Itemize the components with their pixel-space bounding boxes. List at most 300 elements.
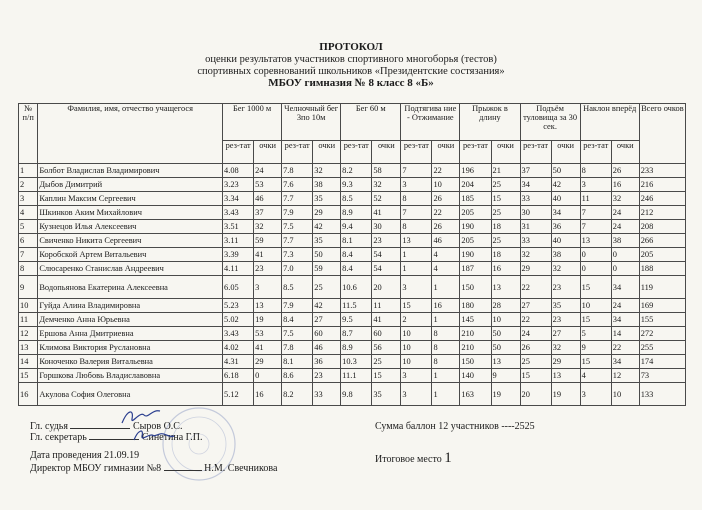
points-cell: 4: [432, 262, 460, 276]
row-number: 14: [19, 355, 38, 369]
student-name: Водопьянова Екатерина Алексеевна: [38, 276, 223, 299]
total-points-cell: 73: [639, 369, 685, 383]
result-cell: 3.51: [223, 220, 254, 234]
points-cell: 23: [551, 276, 580, 299]
col-event-header: Челночный бег 3по 10м: [282, 104, 341, 141]
total-points-cell: 119: [639, 276, 685, 299]
result-cell: 140: [460, 369, 491, 383]
points-cell: 19: [491, 383, 520, 406]
points-cell: 26: [432, 192, 460, 206]
points-cell: 25: [491, 178, 520, 192]
result-cell: 30: [520, 206, 551, 220]
total-points-cell: 188: [639, 262, 685, 276]
final-place-label: Итоговое место: [375, 454, 442, 465]
result-cell: 5.12: [223, 383, 254, 406]
points-cell: 20: [372, 276, 401, 299]
points-cell: 37: [254, 206, 282, 220]
secretary-name: Синетина Г.П.: [141, 432, 203, 443]
points-cell: 50: [551, 164, 580, 178]
table-row: [19, 206, 686, 220]
col-event-header: Бег 60 м: [341, 104, 401, 141]
points-cell: 42: [313, 299, 341, 313]
student-name: Шкинков Аким Михайлович: [38, 206, 223, 220]
result-cell: 10: [401, 355, 432, 369]
col-result-subheader: рез-тат: [401, 141, 432, 164]
points-cell: 32: [372, 178, 401, 192]
row-number: 5: [19, 220, 38, 234]
points-cell: 1: [432, 369, 460, 383]
competition-name: спортивных соревнований школьников «Президентские состязания»: [197, 66, 505, 77]
result-cell: 8.4: [341, 248, 372, 262]
row-number: 2: [19, 178, 38, 192]
result-cell: 190: [460, 220, 491, 234]
points-cell: 50: [491, 341, 520, 355]
points-cell: 0: [611, 248, 639, 262]
points-cell: 32: [551, 262, 580, 276]
points-cell: 53: [254, 327, 282, 341]
points-cell: 1: [432, 383, 460, 406]
points-cell: 4: [432, 248, 460, 262]
points-cell: 8: [432, 355, 460, 369]
director-line: [30, 463, 277, 474]
result-cell: 9.8: [341, 383, 372, 406]
result-cell: 15: [520, 369, 551, 383]
points-cell: 38: [551, 248, 580, 262]
points-cell: 10: [611, 383, 639, 406]
result-cell: 34: [520, 178, 551, 192]
result-cell: 22: [520, 313, 551, 327]
result-cell: 7.7: [282, 192, 313, 206]
table-row: [19, 220, 686, 234]
points-cell: 1: [432, 313, 460, 327]
result-cell: 27: [520, 299, 551, 313]
secretary-signature: [130, 424, 176, 446]
points-cell: 29: [254, 355, 282, 369]
points-cell: 34: [611, 276, 639, 299]
result-cell: 190: [460, 248, 491, 262]
table-row: [19, 327, 686, 341]
total-points-cell: 246: [639, 192, 685, 206]
points-cell: 32: [313, 164, 341, 178]
points-sum: Сумма баллон 12 участников ----2525: [375, 421, 535, 432]
result-cell: 7: [580, 220, 611, 234]
result-cell: 5: [580, 327, 611, 341]
points-cell: 56: [372, 341, 401, 355]
result-cell: 5.23: [223, 299, 254, 313]
points-cell: 50: [313, 248, 341, 262]
result-cell: 8: [401, 192, 432, 206]
result-cell: 33: [520, 234, 551, 248]
points-cell: 10: [432, 178, 460, 192]
row-number: 8: [19, 262, 38, 276]
points-cell: 8: [432, 341, 460, 355]
result-cell: 3.11: [223, 234, 254, 248]
result-cell: 7.6: [282, 178, 313, 192]
points-cell: 28: [491, 299, 520, 313]
result-cell: 15: [401, 299, 432, 313]
col-event-header: Подъём туловища за 30 сек.: [520, 104, 580, 141]
judge-name: Сыров О.С.: [132, 421, 183, 432]
points-cell: 40: [551, 192, 580, 206]
student-name: Климова Виктория Руслановна: [38, 341, 223, 355]
student-name: Гуйда Алина Владимировна: [38, 299, 223, 313]
table-row: [19, 178, 686, 192]
points-cell: 22: [432, 164, 460, 178]
student-name: Горшкова Любовь Владиславовна: [38, 369, 223, 383]
student-name: Болбот Владислав Владимирович: [38, 164, 223, 178]
result-cell: 3: [401, 383, 432, 406]
row-number: 12: [19, 327, 38, 341]
student-name: Каплин Максим Сергеевич: [38, 192, 223, 206]
table-row: [19, 164, 686, 178]
points-cell: 29: [313, 206, 341, 220]
result-cell: 9.3: [341, 178, 372, 192]
result-cell: 3.43: [223, 206, 254, 220]
result-cell: 25: [520, 355, 551, 369]
points-cell: 0: [254, 369, 282, 383]
row-number: 13: [19, 341, 38, 355]
points-cell: 32: [611, 192, 639, 206]
result-cell: 185: [460, 192, 491, 206]
col-event-header: Прыжок в длину: [460, 104, 520, 141]
total-points-cell: 133: [639, 383, 685, 406]
points-cell: 15: [372, 369, 401, 383]
points-cell: 52: [372, 192, 401, 206]
result-cell: 8.5: [282, 276, 313, 299]
student-name: Ершова Анна Дмитриевна: [38, 327, 223, 341]
result-cell: 9.4: [341, 220, 372, 234]
result-cell: 7.9: [282, 299, 313, 313]
result-cell: 187: [460, 262, 491, 276]
result-cell: 150: [460, 355, 491, 369]
result-cell: 0: [580, 248, 611, 262]
row-number: 9: [19, 276, 38, 299]
result-cell: 10: [401, 327, 432, 341]
result-cell: 3.43: [223, 327, 254, 341]
result-cell: 8.2: [341, 164, 372, 178]
points-cell: 15: [491, 192, 520, 206]
director-label: Директор МБОУ гимназии №8: [30, 463, 162, 474]
student-name: Коноченко Валерия Витальевна: [38, 355, 223, 369]
row-number: 1: [19, 164, 38, 178]
points-cell: 42: [551, 178, 580, 192]
row-number: 7: [19, 248, 38, 262]
points-cell: 53: [254, 178, 282, 192]
result-cell: 11: [580, 192, 611, 206]
points-cell: 41: [372, 313, 401, 327]
points-cell: 60: [313, 327, 341, 341]
protocol-subtitle: оценки результатов участников спортивного многоборья (тестов): [205, 54, 497, 65]
points-cell: 34: [551, 206, 580, 220]
result-cell: 7.5: [282, 327, 313, 341]
student-name: Свиченко Никита Сергеевич: [38, 234, 223, 248]
result-cell: 196: [460, 164, 491, 178]
row-number: 3: [19, 192, 38, 206]
points-cell: 23: [551, 313, 580, 327]
result-cell: 1: [401, 248, 432, 262]
points-cell: 11: [372, 299, 401, 313]
result-cell: 205: [460, 234, 491, 248]
points-cell: 41: [254, 248, 282, 262]
row-number: 15: [19, 369, 38, 383]
col-result-subheader: рез-тат: [341, 141, 372, 164]
col-result-subheader: рез-тат: [223, 141, 254, 164]
result-cell: 10.3: [341, 355, 372, 369]
points-cell: 13: [551, 369, 580, 383]
total-points-cell: 169: [639, 299, 685, 313]
result-cell: 8.5: [341, 192, 372, 206]
result-cell: 37: [520, 164, 551, 178]
points-cell: 26: [611, 164, 639, 178]
result-cell: 7.8: [282, 164, 313, 178]
points-cell: 32: [254, 220, 282, 234]
points-cell: 22: [611, 341, 639, 355]
points-cell: 23: [254, 262, 282, 276]
points-cell: 9: [491, 369, 520, 383]
points-cell: 13: [491, 355, 520, 369]
points-cell: 0: [611, 262, 639, 276]
points-cell: 35: [313, 192, 341, 206]
result-cell: 15: [580, 313, 611, 327]
points-cell: 24: [254, 164, 282, 178]
points-cell: 29: [551, 355, 580, 369]
result-cell: 8.9: [341, 341, 372, 355]
result-cell: 8.2: [282, 383, 313, 406]
result-cell: 163: [460, 383, 491, 406]
row-number: 4: [19, 206, 38, 220]
col-points-subheader: очки: [432, 141, 460, 164]
points-cell: 21: [491, 164, 520, 178]
col-points-subheader: очки: [611, 141, 639, 164]
points-cell: 38: [313, 178, 341, 192]
result-cell: 3.39: [223, 248, 254, 262]
points-cell: 60: [372, 327, 401, 341]
points-cell: 24: [611, 299, 639, 313]
result-cell: 26: [520, 341, 551, 355]
table-row: [19, 341, 686, 355]
points-cell: 27: [551, 327, 580, 341]
points-cell: 35: [313, 234, 341, 248]
result-cell: 9: [580, 341, 611, 355]
points-cell: 58: [372, 164, 401, 178]
total-points-cell: 266: [639, 234, 685, 248]
result-cell: 7.5: [282, 220, 313, 234]
points-cell: 46: [254, 192, 282, 206]
result-cell: 7.7: [282, 234, 313, 248]
points-cell: 13: [254, 299, 282, 313]
row-number: 11: [19, 313, 38, 327]
points-cell: 24: [611, 220, 639, 234]
col-total-header: Всего очков: [639, 104, 685, 164]
result-cell: 7.9: [282, 206, 313, 220]
col-result-subheader: рез-тат: [520, 141, 551, 164]
result-cell: 8.6: [282, 369, 313, 383]
col-event-header: Подтягива ние - Отжимание: [401, 104, 460, 141]
points-cell: 33: [313, 383, 341, 406]
result-cell: 4.31: [223, 355, 254, 369]
total-points-cell: 233: [639, 164, 685, 178]
points-cell: 16: [611, 178, 639, 192]
result-cell: 8.4: [282, 313, 313, 327]
total-points-cell: 205: [639, 248, 685, 262]
points-cell: 25: [313, 276, 341, 299]
points-cell: 46: [432, 234, 460, 248]
table-row: [19, 192, 686, 206]
result-cell: 145: [460, 313, 491, 327]
points-cell: 36: [551, 220, 580, 234]
points-cell: 35: [372, 383, 401, 406]
result-cell: 3.34: [223, 192, 254, 206]
points-cell: 34: [611, 313, 639, 327]
total-points-cell: 212: [639, 206, 685, 220]
points-cell: 25: [491, 234, 520, 248]
table-row: [19, 299, 686, 313]
points-cell: 8: [432, 327, 460, 341]
director-name: Н.М. Свечникова: [204, 463, 278, 474]
total-points-cell: 174: [639, 355, 685, 369]
result-cell: 32: [520, 248, 551, 262]
student-name: Слюсаренко Станислав Андреевич: [38, 262, 223, 276]
points-cell: 18: [491, 248, 520, 262]
result-cell: 2: [401, 313, 432, 327]
result-cell: 204: [460, 178, 491, 192]
result-cell: 4: [580, 369, 611, 383]
points-cell: 16: [432, 299, 460, 313]
points-cell: 18: [491, 220, 520, 234]
points-cell: 25: [372, 355, 401, 369]
result-cell: 15: [580, 355, 611, 369]
student-name: Демченко Анна Юрьевна: [38, 313, 223, 327]
points-cell: 25: [491, 206, 520, 220]
col-no-header: № п/п: [19, 104, 38, 164]
result-cell: 6.18: [223, 369, 254, 383]
col-points-subheader: очки: [372, 141, 401, 164]
result-cell: 29: [520, 262, 551, 276]
school-class: МБОУ гимназия № 8 класс 8 «Б»: [268, 77, 434, 89]
total-points-cell: 155: [639, 313, 685, 327]
result-cell: 4.11: [223, 262, 254, 276]
final-place: [375, 450, 452, 467]
result-cell: 8: [580, 164, 611, 178]
result-cell: 8.1: [341, 234, 372, 248]
total-points-cell: 272: [639, 327, 685, 341]
result-cell: 7.0: [282, 262, 313, 276]
result-cell: 10.6: [341, 276, 372, 299]
result-cell: 4.02: [223, 341, 254, 355]
student-name: Коробской Артем Витальевич: [38, 248, 223, 262]
points-cell: 34: [611, 355, 639, 369]
result-cell: 4.08: [223, 164, 254, 178]
points-cell: 16: [254, 383, 282, 406]
final-place-value: 1: [444, 450, 452, 466]
points-cell: 1: [432, 276, 460, 299]
points-cell: 41: [254, 341, 282, 355]
table-row: [19, 262, 686, 276]
col-result-subheader: рез-тат: [282, 141, 313, 164]
points-cell: 23: [313, 369, 341, 383]
points-cell: 40: [551, 234, 580, 248]
result-cell: 9.5: [341, 313, 372, 327]
total-points-cell: 255: [639, 341, 685, 355]
table-row: [19, 276, 686, 299]
points-cell: 23: [372, 234, 401, 248]
total-points-cell: 208: [639, 220, 685, 234]
secretary-line: [30, 432, 203, 443]
result-cell: 11.1: [341, 369, 372, 383]
result-cell: 3: [580, 383, 611, 406]
points-cell: 10: [491, 313, 520, 327]
points-cell: 27: [313, 313, 341, 327]
col-points-subheader: очки: [254, 141, 282, 164]
points-cell: 14: [611, 327, 639, 341]
result-cell: 3: [401, 178, 432, 192]
judge-label: Гл. судья: [30, 421, 68, 432]
points-cell: 24: [611, 206, 639, 220]
points-cell: 3: [254, 276, 282, 299]
points-cell: 22: [432, 206, 460, 220]
result-cell: 11.5: [341, 299, 372, 313]
points-cell: 13: [491, 276, 520, 299]
result-cell: 31: [520, 220, 551, 234]
date-line: Дата проведения 21.09.19: [30, 450, 140, 461]
result-cell: 10: [580, 299, 611, 313]
points-cell: 41: [372, 206, 401, 220]
row-number: 10: [19, 299, 38, 313]
result-cell: 20: [520, 383, 551, 406]
result-cell: 24: [520, 327, 551, 341]
points-cell: 32: [551, 341, 580, 355]
protocol-title: ПРОТОКОЛ: [319, 41, 383, 53]
result-cell: 210: [460, 327, 491, 341]
result-cell: 3: [580, 178, 611, 192]
points-cell: 59: [313, 262, 341, 276]
points-cell: 35: [551, 299, 580, 313]
result-cell: 10: [401, 341, 432, 355]
result-cell: 3.23: [223, 178, 254, 192]
result-cell: 8.7: [341, 327, 372, 341]
result-cell: 13: [580, 234, 611, 248]
row-number: 6: [19, 234, 38, 248]
table-row: [19, 313, 686, 327]
points-cell: 30: [372, 220, 401, 234]
results-table: [18, 103, 686, 406]
result-cell: 8.4: [341, 262, 372, 276]
result-cell: 22: [520, 276, 551, 299]
director-signature-line: [164, 470, 202, 471]
points-cell: 46: [313, 341, 341, 355]
points-cell: 59: [254, 234, 282, 248]
student-name: Дыбов Димитрий: [38, 178, 223, 192]
points-cell: 50: [491, 327, 520, 341]
col-event-header: Наклон вперёд: [580, 104, 639, 141]
points-cell: 16: [491, 262, 520, 276]
col-points-subheader: очки: [551, 141, 580, 164]
table-row: [19, 234, 686, 248]
result-cell: 6.05: [223, 276, 254, 299]
result-cell: 8: [401, 220, 432, 234]
col-result-subheader: рез-тат: [580, 141, 611, 164]
result-cell: 13: [401, 234, 432, 248]
result-cell: 3: [401, 276, 432, 299]
results-body: [19, 164, 686, 406]
points-cell: 12: [611, 369, 639, 383]
result-cell: 205: [460, 206, 491, 220]
result-cell: 7.3: [282, 248, 313, 262]
points-cell: 42: [313, 220, 341, 234]
table-row: [19, 369, 686, 383]
result-cell: 7: [580, 206, 611, 220]
result-cell: 7: [401, 164, 432, 178]
